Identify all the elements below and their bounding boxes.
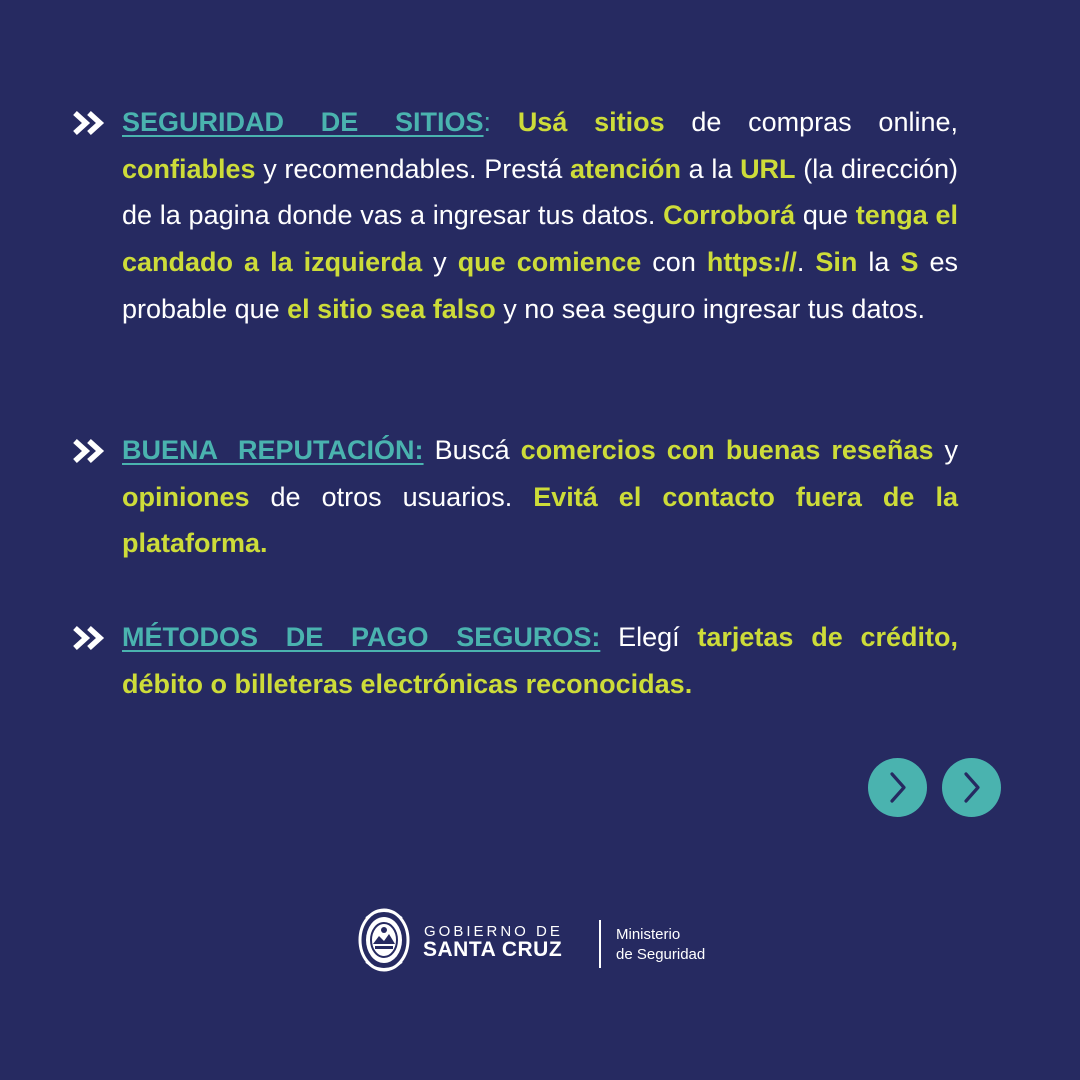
ministry-name: [616, 925, 705, 965]
section-heading: BUENA REPUTACIÓN:: [122, 435, 424, 465]
body-text: que: [795, 200, 856, 231]
highlight-text: atención: [569, 153, 681, 184]
heading-colon: :: [483, 107, 518, 137]
highlight-text: Usá sitios: [517, 107, 665, 137]
divider: [599, 920, 601, 968]
tip-good-reputation: [122, 427, 958, 567]
highlight-text: https://: [706, 247, 797, 278]
body-text: de otros usuarios.: [249, 481, 534, 512]
double-chevron-right-icon: [72, 110, 108, 136]
highlight-text: que comience: [457, 247, 642, 278]
ministry-line2: de Seguridad: [616, 946, 706, 963]
highlight-text: Sin: [815, 247, 858, 278]
double-chevron-right-icon: [72, 625, 108, 651]
body-text: y: [422, 247, 458, 278]
chevron-right-icon: [868, 758, 927, 817]
ministry-line1: Ministerio: [616, 926, 681, 943]
highlight-text: tarjetas de crédito, débito o billeteras electrónicas reconocidas.: [122, 622, 958, 699]
highlight-text: comercios con buenas reseñas: [520, 435, 934, 465]
body-text: y recomendables. Prestá: [255, 153, 570, 184]
next-button[interactable]: [942, 758, 1001, 817]
highlight-text: S: [900, 247, 919, 278]
highlight-text: opiniones: [122, 481, 250, 512]
highlight-text: confiables: [122, 153, 256, 184]
highlight-text: Evitá el contacto fuera de la plataforma.: [122, 481, 958, 559]
body-text: y: [933, 435, 959, 465]
body-text: de compras online,: [664, 107, 958, 137]
highlight-text: tenga el candado a la izquierda: [122, 200, 958, 278]
body-text: a la: [680, 153, 741, 184]
section-heading: SEGURIDAD DE SITIOS: [122, 107, 484, 137]
highlight-text: Corroborá: [663, 200, 796, 231]
double-chevron-right-icon: [72, 438, 108, 464]
tip-text: [122, 435, 958, 558]
org-name-line2: SANTA CRUZ: [423, 938, 563, 961]
next-button[interactable]: [868, 758, 927, 817]
body-text: con: [641, 247, 707, 278]
org-name-line1: GOBIERNO DE: [424, 923, 563, 940]
body-text: es probable que: [122, 247, 959, 324]
body-text: Elegí: [600, 622, 698, 652]
tip-secure-payment: [122, 614, 958, 707]
body-text: y no sea seguro ingresar tus datos.: [495, 293, 925, 324]
body-text: Buscá: [423, 435, 521, 465]
section-heading: MÉTODOS DE PAGO SEGUROS:: [122, 622, 601, 652]
tip-text: [122, 622, 958, 699]
highlight-text: el sitio sea falso: [287, 293, 496, 324]
body-text: (la dirección) de la pagina donde vas a ingresar tus datos.: [122, 153, 958, 231]
provincial-seal-icon: [356, 906, 412, 974]
highlight-text: URL: [740, 153, 796, 184]
body-text: .: [796, 247, 816, 278]
tip-site-security: [122, 99, 958, 333]
tip-text: [122, 107, 958, 324]
body-text: la: [857, 247, 901, 278]
footer-branding: [356, 906, 736, 976]
chevron-right-icon: [942, 758, 1001, 817]
